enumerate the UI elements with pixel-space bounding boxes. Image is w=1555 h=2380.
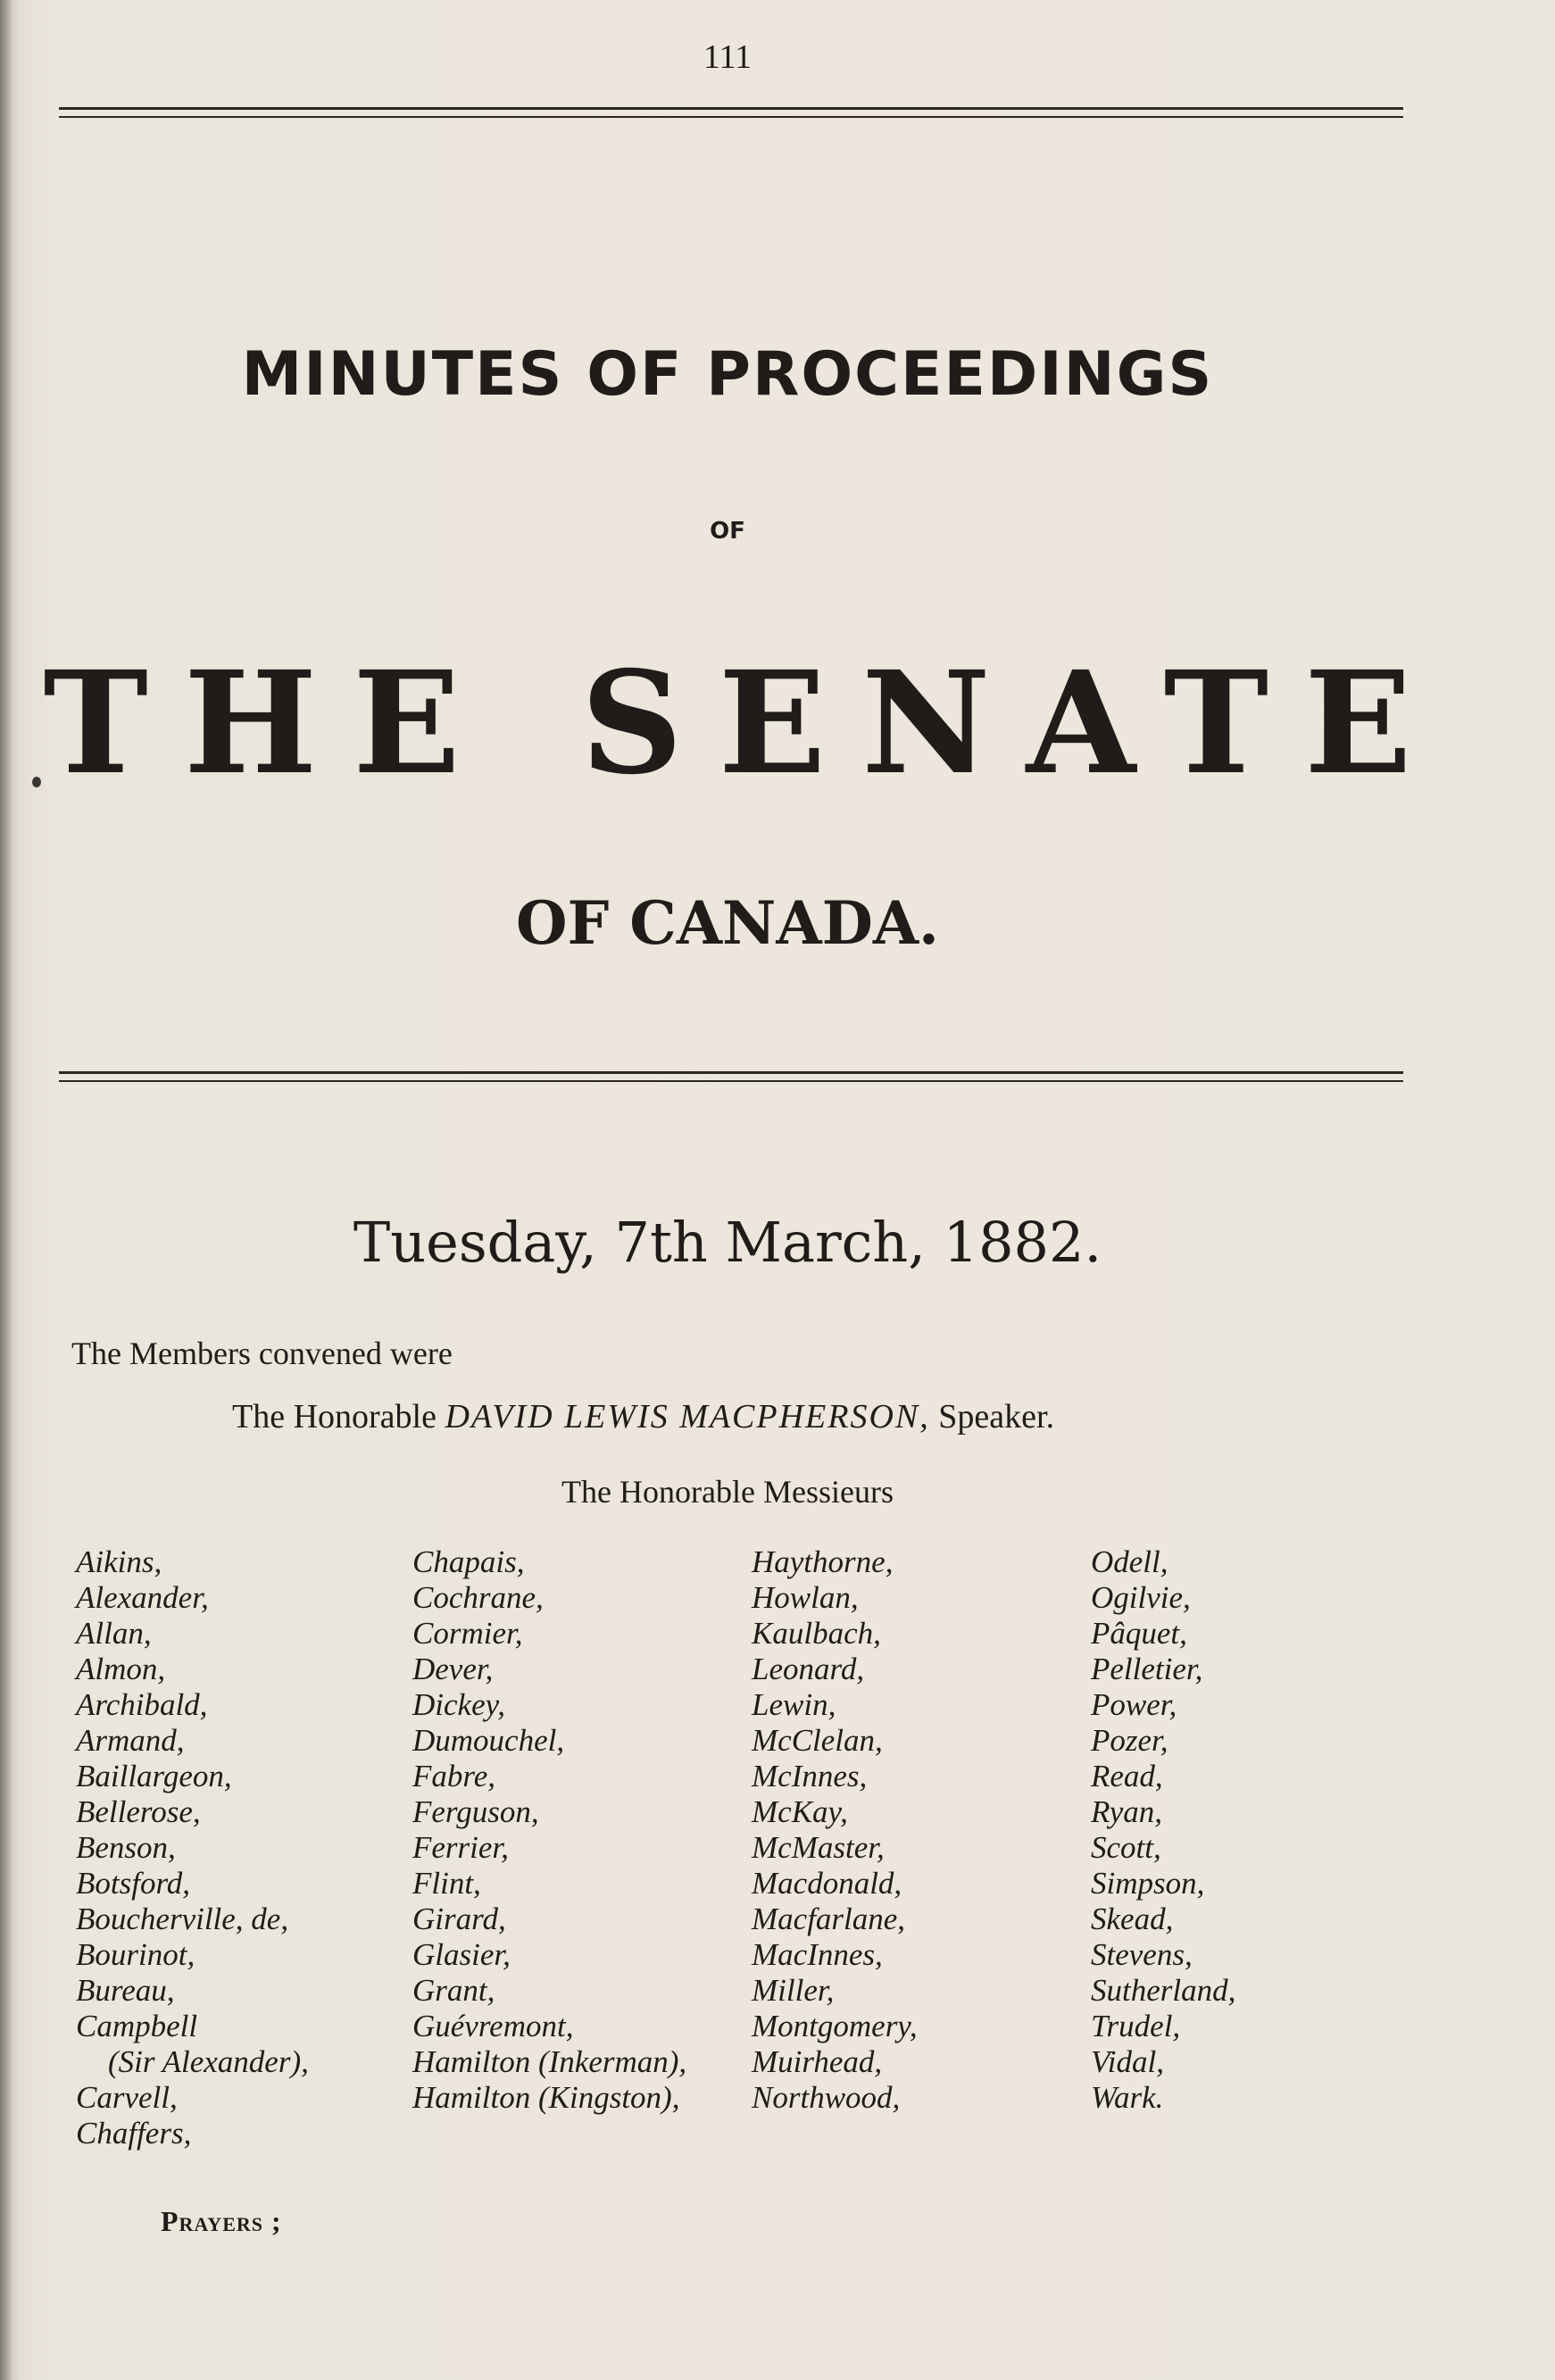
member-name: Leonard, [752, 1652, 865, 1686]
member-name: Grant, [412, 1973, 495, 2008]
member-name: MacInnes, [752, 1937, 883, 1972]
speaker-title: Speaker. [938, 1398, 1055, 1435]
member-name: Montgomery, [752, 2009, 918, 2043]
middle-double-rule [59, 1071, 1403, 1082]
members-column-4 [1091, 1544, 1235, 2116]
heading-of: OF [710, 518, 745, 545]
member-name-continuation: (Sir Alexander), [108, 2044, 309, 2079]
member-name: Hamilton (Kingston), [412, 2080, 680, 2115]
member-name: Miller, [752, 1973, 835, 2008]
heading-senate: THE SENATE [43, 641, 1448, 806]
member-name: Chaffers, [76, 2116, 192, 2151]
speaker-name: DAVID LEWIS MACPHERSON, [445, 1398, 930, 1435]
member-name: Pozer, [1091, 1723, 1168, 1758]
member-name: Pâquet, [1091, 1616, 1187, 1651]
members-column-3 [752, 1544, 918, 2116]
member-name: Simpson, [1091, 1866, 1205, 1901]
member-name: Read, [1091, 1759, 1163, 1793]
member-name: Glasier, [412, 1937, 511, 1972]
heading-canada: OF CANADA. [515, 888, 940, 958]
member-name: Campbell [76, 2009, 198, 2043]
member-name: Macfarlane, [752, 1902, 906, 1936]
member-name: Ogilvie, [1091, 1580, 1191, 1615]
member-name: Muirhead, [752, 2044, 883, 2079]
prayers-heading: Prayers ; [161, 2205, 282, 2237]
member-name: Boucherville, de, [76, 1902, 289, 1936]
member-name: Cochrane, [412, 1580, 544, 1615]
members-column-1 [76, 1544, 309, 2151]
member-name: Baillargeon, [76, 1759, 232, 1793]
member-name: Benson, [76, 1830, 176, 1865]
heading-minutes: MINUTES OF PROCEEDINGS [241, 339, 1214, 410]
member-name: Fabre, [412, 1759, 495, 1793]
member-name: McInnes, [752, 1759, 868, 1793]
top-double-rule [59, 107, 1403, 118]
member-name: McKay, [752, 1794, 848, 1829]
member-name: Carvell, [76, 2080, 178, 2115]
member-name: Flint, [412, 1866, 481, 1901]
member-name: Almon, [76, 1652, 166, 1686]
member-name: Scott, [1091, 1830, 1161, 1865]
member-name: Hamilton (Inkerman), [412, 2044, 687, 2079]
member-name: Northwood, [752, 2080, 901, 2115]
member-name: Haythorne, [752, 1544, 894, 1579]
honorable-messieurs-heading: The Honorable Messieurs [561, 1474, 894, 1510]
member-name: Stevens, [1091, 1937, 1193, 1972]
member-name: Bureau, [76, 1973, 175, 2008]
member-name: Chapais, [412, 1544, 525, 1579]
session-date: Tuesday, 7th March, 1882. [353, 1210, 1102, 1275]
member-name: Wark. [1091, 2080, 1164, 2115]
member-name: Ferrier, [412, 1830, 509, 1865]
members-column-2 [412, 1544, 686, 2116]
member-name: Pelletier, [1091, 1652, 1203, 1686]
member-name: Howlan, [752, 1580, 859, 1615]
member-name: McClelan, [752, 1723, 883, 1758]
member-name: Archibald, [76, 1687, 208, 1722]
member-name: Vidal, [1091, 2044, 1164, 2079]
member-name: Ferguson, [412, 1794, 539, 1829]
member-name: Aikins, [76, 1544, 162, 1579]
member-name: Lewin, [752, 1687, 836, 1722]
member-name: Armand, [76, 1723, 185, 1758]
member-name: Dumouchel, [412, 1723, 565, 1758]
member-name: McMaster, [752, 1830, 885, 1865]
member-name: Skead, [1091, 1902, 1174, 1936]
member-name: Cormier, [412, 1616, 523, 1651]
member-name: Macdonald, [752, 1866, 902, 1901]
member-name: Trudel, [1091, 2009, 1181, 2043]
member-name: Odell, [1091, 1544, 1168, 1579]
member-name: Kaulbach, [752, 1616, 881, 1651]
speaker-line [232, 1397, 1054, 1436]
member-name: Girard, [412, 1902, 506, 1936]
member-name: Alexander, [76, 1580, 209, 1615]
member-name: Botsford, [76, 1866, 191, 1901]
members-convened-text: The Members convened were [71, 1336, 453, 1371]
member-name: Bourinot, [76, 1937, 195, 1972]
member-name: Sutherland, [1091, 1973, 1236, 2008]
member-name: Power, [1091, 1687, 1177, 1722]
member-name: Dickey, [412, 1687, 505, 1722]
member-name: Allan, [76, 1616, 152, 1651]
member-name: Ryan, [1091, 1794, 1163, 1829]
speaker-prefix: The Honorable [232, 1398, 437, 1435]
member-name: Dever, [412, 1652, 494, 1686]
page-number: 111 [703, 38, 753, 76]
member-name: Guévremont, [412, 2009, 574, 2043]
member-name: Bellerose, [76, 1794, 201, 1829]
